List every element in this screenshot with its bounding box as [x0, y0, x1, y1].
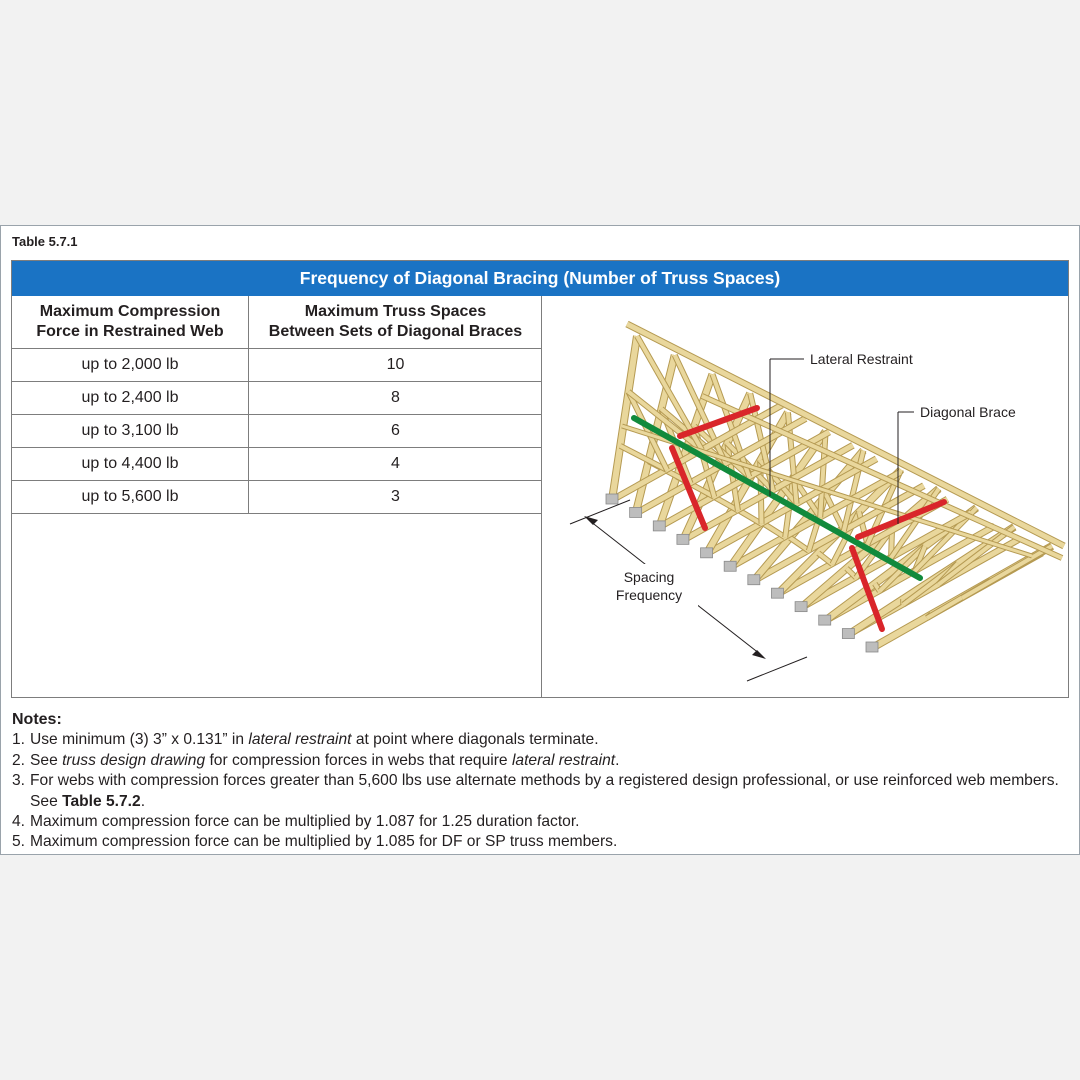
spaces-cell: 4 — [391, 455, 400, 472]
note-item: 4. Maximum compression force can be multiplied by 1.087 for 1.25 duration factor. — [12, 813, 580, 831]
table-row — [12, 448, 542, 481]
table-title-banner: Frequency of Diagonal Bracing (Number of Truss Spaces) — [12, 261, 1068, 296]
force-cell: up to 2,400 lb — [12, 382, 249, 414]
spaces-cell: 8 — [391, 389, 400, 406]
force-cell: up to 5,600 lb — [12, 481, 249, 513]
heel-plate — [677, 534, 689, 544]
spaces-cell: 6 — [391, 422, 400, 439]
web-member — [790, 538, 809, 551]
table-row — [12, 349, 542, 382]
heel-plate — [701, 548, 713, 558]
notes-section — [12, 710, 1062, 853]
heel-plate — [866, 642, 878, 652]
note-item: 1. Use minimum (3) 3” x 0.131” in lateral restraint at point where diagonals terminate. — [12, 731, 599, 749]
heel-plate — [819, 615, 831, 625]
table-row — [12, 415, 542, 448]
note-item: 2. See truss design drawing for compression forces in webs that require lateral restraint. — [12, 751, 620, 769]
table-row — [12, 481, 542, 514]
heel-plate — [653, 521, 665, 531]
dimension-extension-left — [570, 500, 630, 524]
force-cell: up to 4,400 lb — [12, 448, 249, 480]
heel-plate — [630, 507, 642, 517]
spacing-label: Spacing — [623, 569, 675, 585]
heel-plate — [606, 494, 618, 504]
header-truss-spaces: Maximum Truss Spaces Between Sets of Diagonal Braces — [268, 303, 523, 340]
heel-plate — [748, 575, 760, 585]
heel-plate — [842, 629, 854, 639]
diagonal-brace-label: Diagonal Brace — [920, 404, 1016, 420]
table-frame — [11, 260, 1069, 698]
table-header-row — [12, 296, 542, 349]
heel-plate — [771, 588, 783, 598]
truss-bracing-diagram — [542, 296, 1069, 698]
force-cell: up to 2,000 lb — [12, 349, 249, 381]
dimension-arrow-end — [752, 650, 766, 659]
dimension-extension-right — [747, 657, 807, 681]
note-item: 3. For webs with compression forces greater than 5,600 lbs use alternate methods by a registered design professional, or use reinforced web members. See Table 5.7.2. — [12, 772, 1059, 810]
frequency-label: Frequency — [615, 587, 683, 603]
heel-plate — [724, 561, 736, 571]
table-reference: Table 5.7.2 — [62, 792, 141, 810]
heel-plate — [795, 602, 807, 612]
bracing-table — [12, 296, 542, 514]
spaces-cell: 10 — [386, 356, 405, 373]
table-row — [12, 382, 542, 415]
note-item: 5. Maximum compression force can be multiplied by 1.085 for DF or SP truss members. — [12, 833, 618, 851]
lateral-restraint-label: Lateral Restraint — [810, 351, 913, 367]
header-compression-force: Maximum Compression Force in Restrained Web — [12, 296, 249, 348]
table-card — [0, 225, 1080, 855]
notes-title: Notes: — [12, 711, 62, 728]
table-number: Table 5.7.1 — [12, 234, 78, 249]
force-cell: up to 3,100 lb — [12, 415, 249, 447]
spaces-cell: 3 — [391, 488, 400, 505]
dimension-arrow-start — [584, 516, 598, 525]
